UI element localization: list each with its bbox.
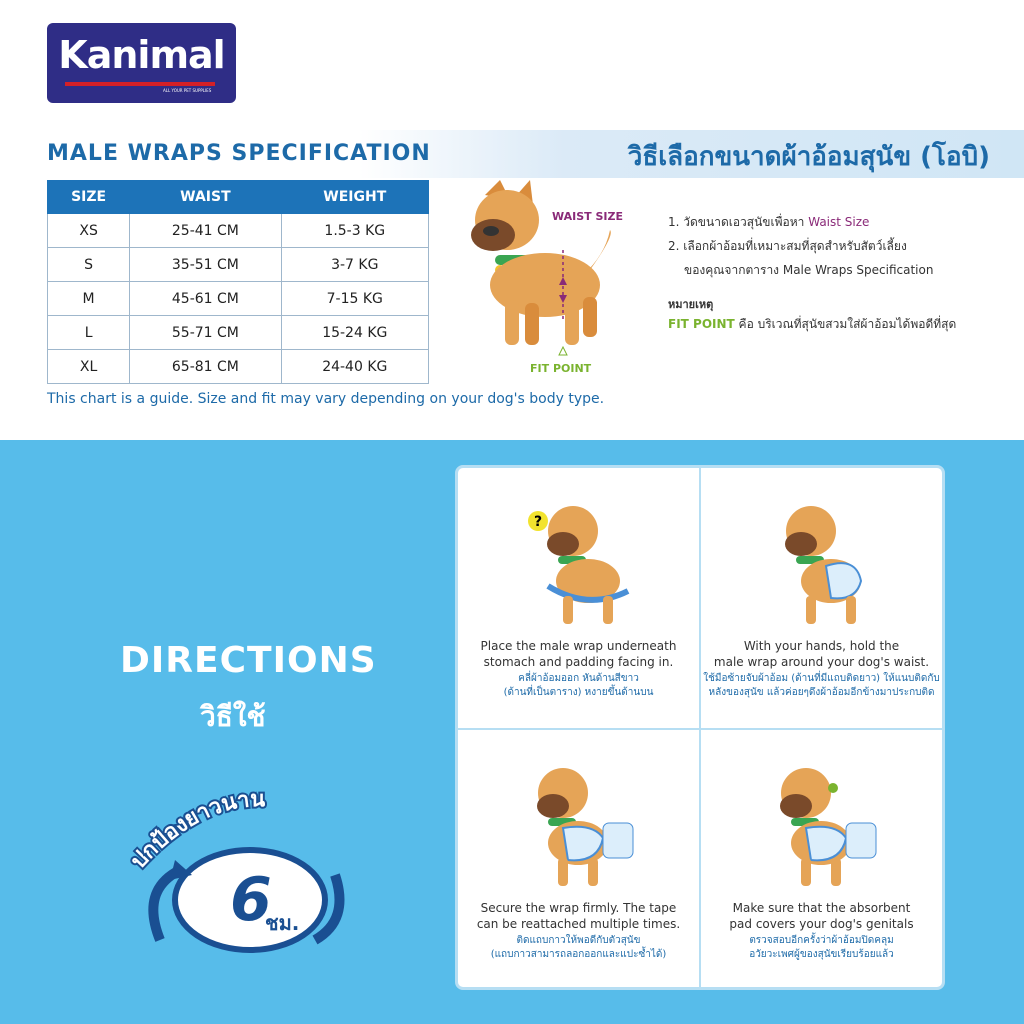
waist-cell: 45-61 CM — [130, 282, 281, 316]
size-cell: M — [48, 282, 130, 316]
waist-cell: 55-71 CM — [130, 316, 281, 350]
step1-caption-en-2: stomach and padding facing in. — [483, 655, 674, 669]
spec-title-th: วิธีเลือกขนาดผ้าอ้อมสุนัข (โอบิ) — [627, 142, 990, 172]
step3-caption-th-2: (แถบกาวสามารถลอกออกและแปะซ้ำได้) — [490, 949, 667, 960]
directions-title-en: DIRECTIONS — [120, 640, 377, 681]
step4-caption-en-1: Make sure that the absorbent — [732, 901, 911, 915]
six-hour-protection-badge — [120, 780, 360, 960]
column-header-weight: WEIGHT — [281, 181, 428, 214]
step-card-3 — [458, 730, 699, 988]
dog-step3-icon — [518, 748, 638, 888]
size-spec-table — [47, 180, 429, 384]
size-cell: S — [48, 248, 130, 282]
step2-caption-th-1: ใช้มือซ้ายจับผ้าอ้อม (ด้านที่มีแถบติดยาว) ให้แนบติดกับ — [703, 673, 940, 684]
dog-step4-icon — [761, 748, 881, 888]
instruction-step-1 — [668, 210, 1008, 234]
directions-title-th: วิธีใช้ — [200, 700, 266, 733]
dog-measurement-illustration — [455, 175, 630, 375]
guide-note: This chart is a guide. Size and fit may vary depending on your dog's body type. — [47, 391, 605, 407]
note-heading: หมายเหตุ — [668, 298, 714, 311]
step1-text: 1. วัดขนาดเอวสุนัขเพื่อหา — [668, 215, 805, 229]
step4-caption-en-2: pad covers your dog's genitals — [729, 917, 914, 931]
dog-step1-icon — [518, 486, 638, 626]
weight-cell: 15-24 KG — [281, 316, 428, 350]
fit-point-label: FIT POINT — [530, 362, 592, 375]
weight-cell: 7-15 KG — [281, 282, 428, 316]
logo-underline — [65, 82, 215, 86]
step4-caption-th-1: ตรวจสอบอีกครั้งว่าผ้าอ้อมปิดคลุม — [749, 935, 894, 946]
waist-size-label: WAIST SIZE — [552, 210, 624, 223]
note-text: คือ บริเวณที่สุนัขสวมใส่ผ้าอ้อมได้พอดีที่สุด — [738, 317, 957, 331]
column-header-size: SIZE — [48, 181, 130, 214]
step-card-4 — [701, 730, 942, 988]
logo-text: Kanimal — [58, 33, 225, 77]
step1-highlight: Waist Size — [808, 215, 870, 229]
step1-caption-th-1: คลี่ผ้าอ้อมออก หันด้านสีขาว — [518, 673, 639, 684]
badge-text: ปกป้องยาวนาน — [126, 787, 266, 874]
waist-cell: 25-41 CM — [130, 214, 281, 248]
spec-section — [0, 0, 1024, 440]
step-card-2 — [701, 468, 942, 726]
logo-tagline: ALL YOUR PET SUPPLIES — [163, 88, 212, 93]
step1-caption-en-1: Place the male wrap underneath — [480, 639, 677, 653]
kanimal-logo — [47, 23, 236, 103]
table-row — [48, 316, 429, 350]
badge-unit: ชม. — [265, 911, 300, 935]
badge-number: 6 — [230, 865, 272, 935]
step3-caption-en-2: can be reattached multiple times. — [476, 917, 681, 931]
note-fit-point: FIT POINT — [668, 317, 735, 331]
table-row — [48, 214, 429, 248]
step2-caption-en-1: With your hands, hold the — [743, 639, 900, 653]
instruction-step-2-cont: ของคุณจากตาราง Male Wraps Specification — [684, 263, 934, 277]
step2-caption-en-2: male wrap around your dog's waist. — [713, 655, 930, 669]
column-header-waist: WAIST — [130, 181, 281, 214]
note-body — [668, 315, 956, 334]
waist-cell: 35-51 CM — [130, 248, 281, 282]
step3-caption-th-1: ติดแถบกาวให้พอดีกับตัวสุนัข — [516, 935, 641, 946]
table-row — [48, 350, 429, 384]
size-cell: XL — [48, 350, 130, 384]
table-row — [48, 282, 429, 316]
table-row — [48, 248, 429, 282]
directions-steps-grid — [455, 465, 945, 990]
sizing-instructions — [668, 210, 1008, 282]
weight-cell: 1.5-3 KG — [281, 214, 428, 248]
weight-cell: 3-7 KG — [281, 248, 428, 282]
weight-cell: 24-40 KG — [281, 350, 428, 384]
step1-caption-th-2: (ด้านที่เป็นตาราง) หงายขึ้นด้านบน — [503, 687, 654, 698]
waist-cell: 65-81 CM — [130, 350, 281, 384]
step-card-1 — [458, 468, 699, 726]
size-cell: XS — [48, 214, 130, 248]
svg-text:?: ? — [534, 514, 543, 530]
instruction-step-2: 2. เลือกผ้าอ้อมที่เหมาะสมที่สุดสำหรับสัตว์เลี้ยง — [668, 239, 907, 253]
spec-title-en: MALE WRAPS SPECIFICATION — [47, 141, 431, 166]
step4-caption-th-2: อวัยวะเพศผู้ของสุนัขเรียบร้อยแล้ว — [749, 949, 894, 960]
dog-step2-icon — [761, 486, 881, 626]
step3-caption-en-1: Secure the wrap firmly. The tape — [480, 901, 677, 915]
size-cell: L — [48, 316, 130, 350]
step2-caption-th-2: หลังของสุนัข แล้วค่อยๆดึงผ้าอ้อมอีกข้างมาประกบติด — [708, 687, 935, 698]
